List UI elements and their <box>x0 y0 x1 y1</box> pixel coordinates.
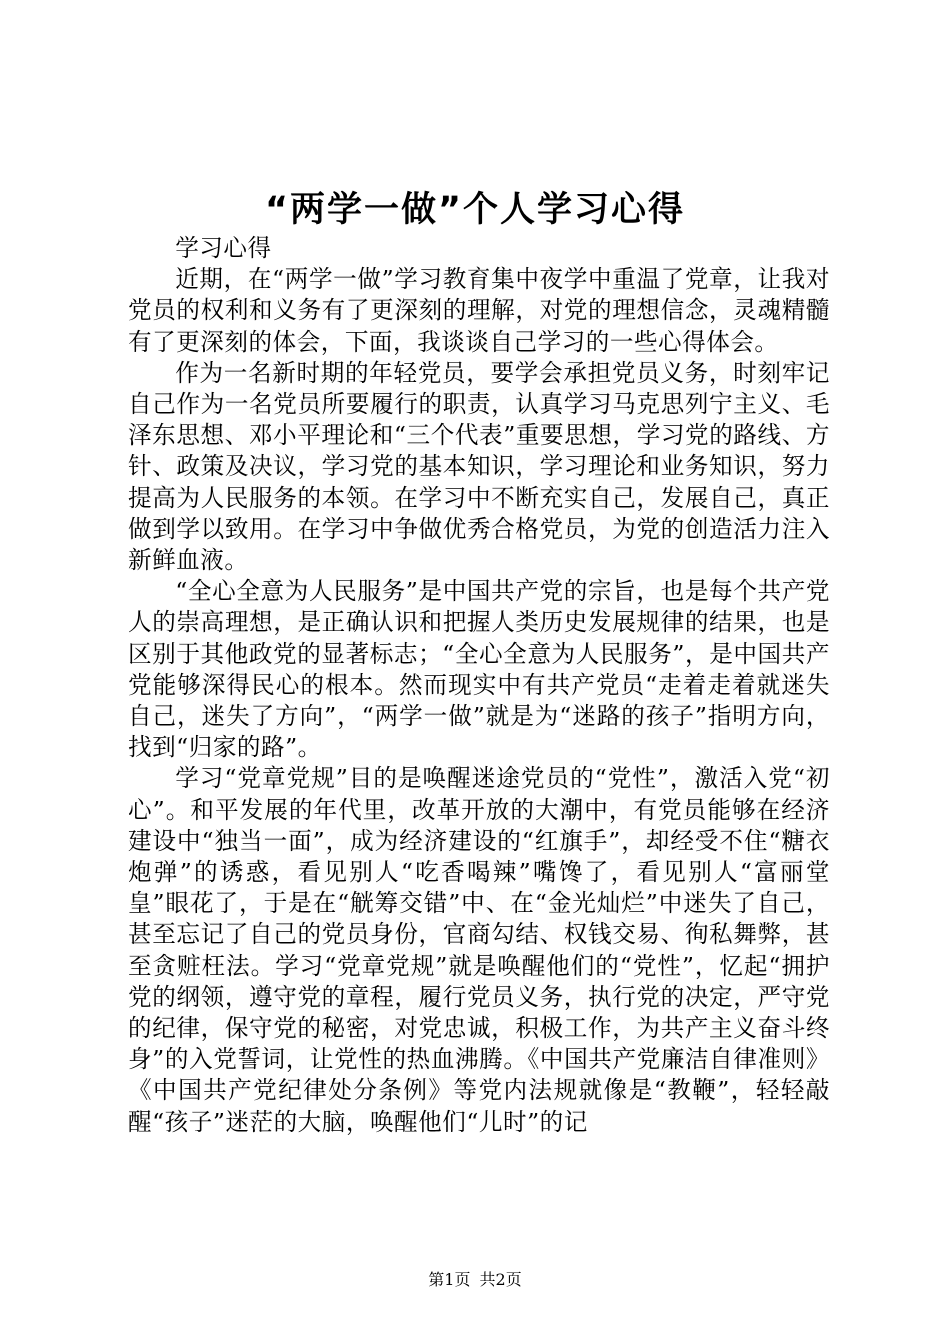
paragraph-subtitle: 学习心得 <box>175 234 272 262</box>
paragraph-intro: 近期，在“两学一做”学习教育集中夜学中重温了党章，让我对党员的权利和义务有了更深刻的理解，对党的理想信念，灵魂精髓有了更深刻的体会，下面，我谈谈自己学习的一些心得体会。 <box>128 265 830 356</box>
page-number: 第1页 <box>428 1270 471 1289</box>
paragraph-purpose: “全心全意为人民服务”是中国共产党的宗旨，也是每个共产党人的崇高理想，是正确认识和把握人类历史发展规律的结果，也是区别于其他政党的显著标志；“全心全意为人民服务”，是中国共产党能够深得民心的根本。然而现实中有共产党员“走着走着就迷失自己，迷失了方向”，“两学一做”就是为“迷路的孩子”指明方向，找到“归家的路”。 <box>128 577 830 762</box>
page-total: 共2页 <box>479 1270 522 1289</box>
document-body <box>128 233 830 1138</box>
page-footer <box>0 1270 950 1290</box>
document-title: “两学一做”个人学习心得 <box>264 190 685 230</box>
paragraph-party-rules: 学习“党章党规”目的是唤醒迷途党员的“党性”，激活入党“初心”。和平发展的年代里，改革开放的大潮中，有党员能够在经济建设中“独当一面”，成为经济建设的“红旗手”，却经受不住“糖衣炮弹”的诱惑，看见别人“吃香喝辣”嘴馋了，看见别人“富丽堂皇”眼花了，于是在“觥筹交错”中、在“金光灿烂”中迷失了自己，甚至忘记了自己的党员身份，官商勾结、权钱交易、徇私舞弊，甚至贪赃枉法。学习“党章党规”就是唤醒他们的“党性”，忆起“拥护党的纲领，遵守党的章程，履行党员义务，执行党的决定，严守党的纪律，保守党的秘密，对党忠诚，积极工作，为共产主义奋斗终身”的入党誓词，让党性的热血沸腾。《中国共产党廉洁自律准则》《中国共产党纪律处分条例》等党内法规就像是“教鞭”，轻轻敲醒“孩子”迷茫的大脑，唤醒他们“儿时”的记 <box>128 764 830 1136</box>
paragraph-duties: 作为一名新时期的年轻党员，要学会承担党员义务，时刻牢记自己作为一名党员所要履行的职责，认真学习马克思列宁主义、毛泽东思想、邓小平理论和“三个代表”重要思想，学习党的路线、方针、政策及决议，学习党的基本知识，学习理论和业务知识，努力提高为人民服务的本领。在学习中不断充实自己，发展自己，真正做到学以致用。在学习中争做优秀合格党员，为党的创造活力注入新鲜血液。 <box>128 358 830 575</box>
